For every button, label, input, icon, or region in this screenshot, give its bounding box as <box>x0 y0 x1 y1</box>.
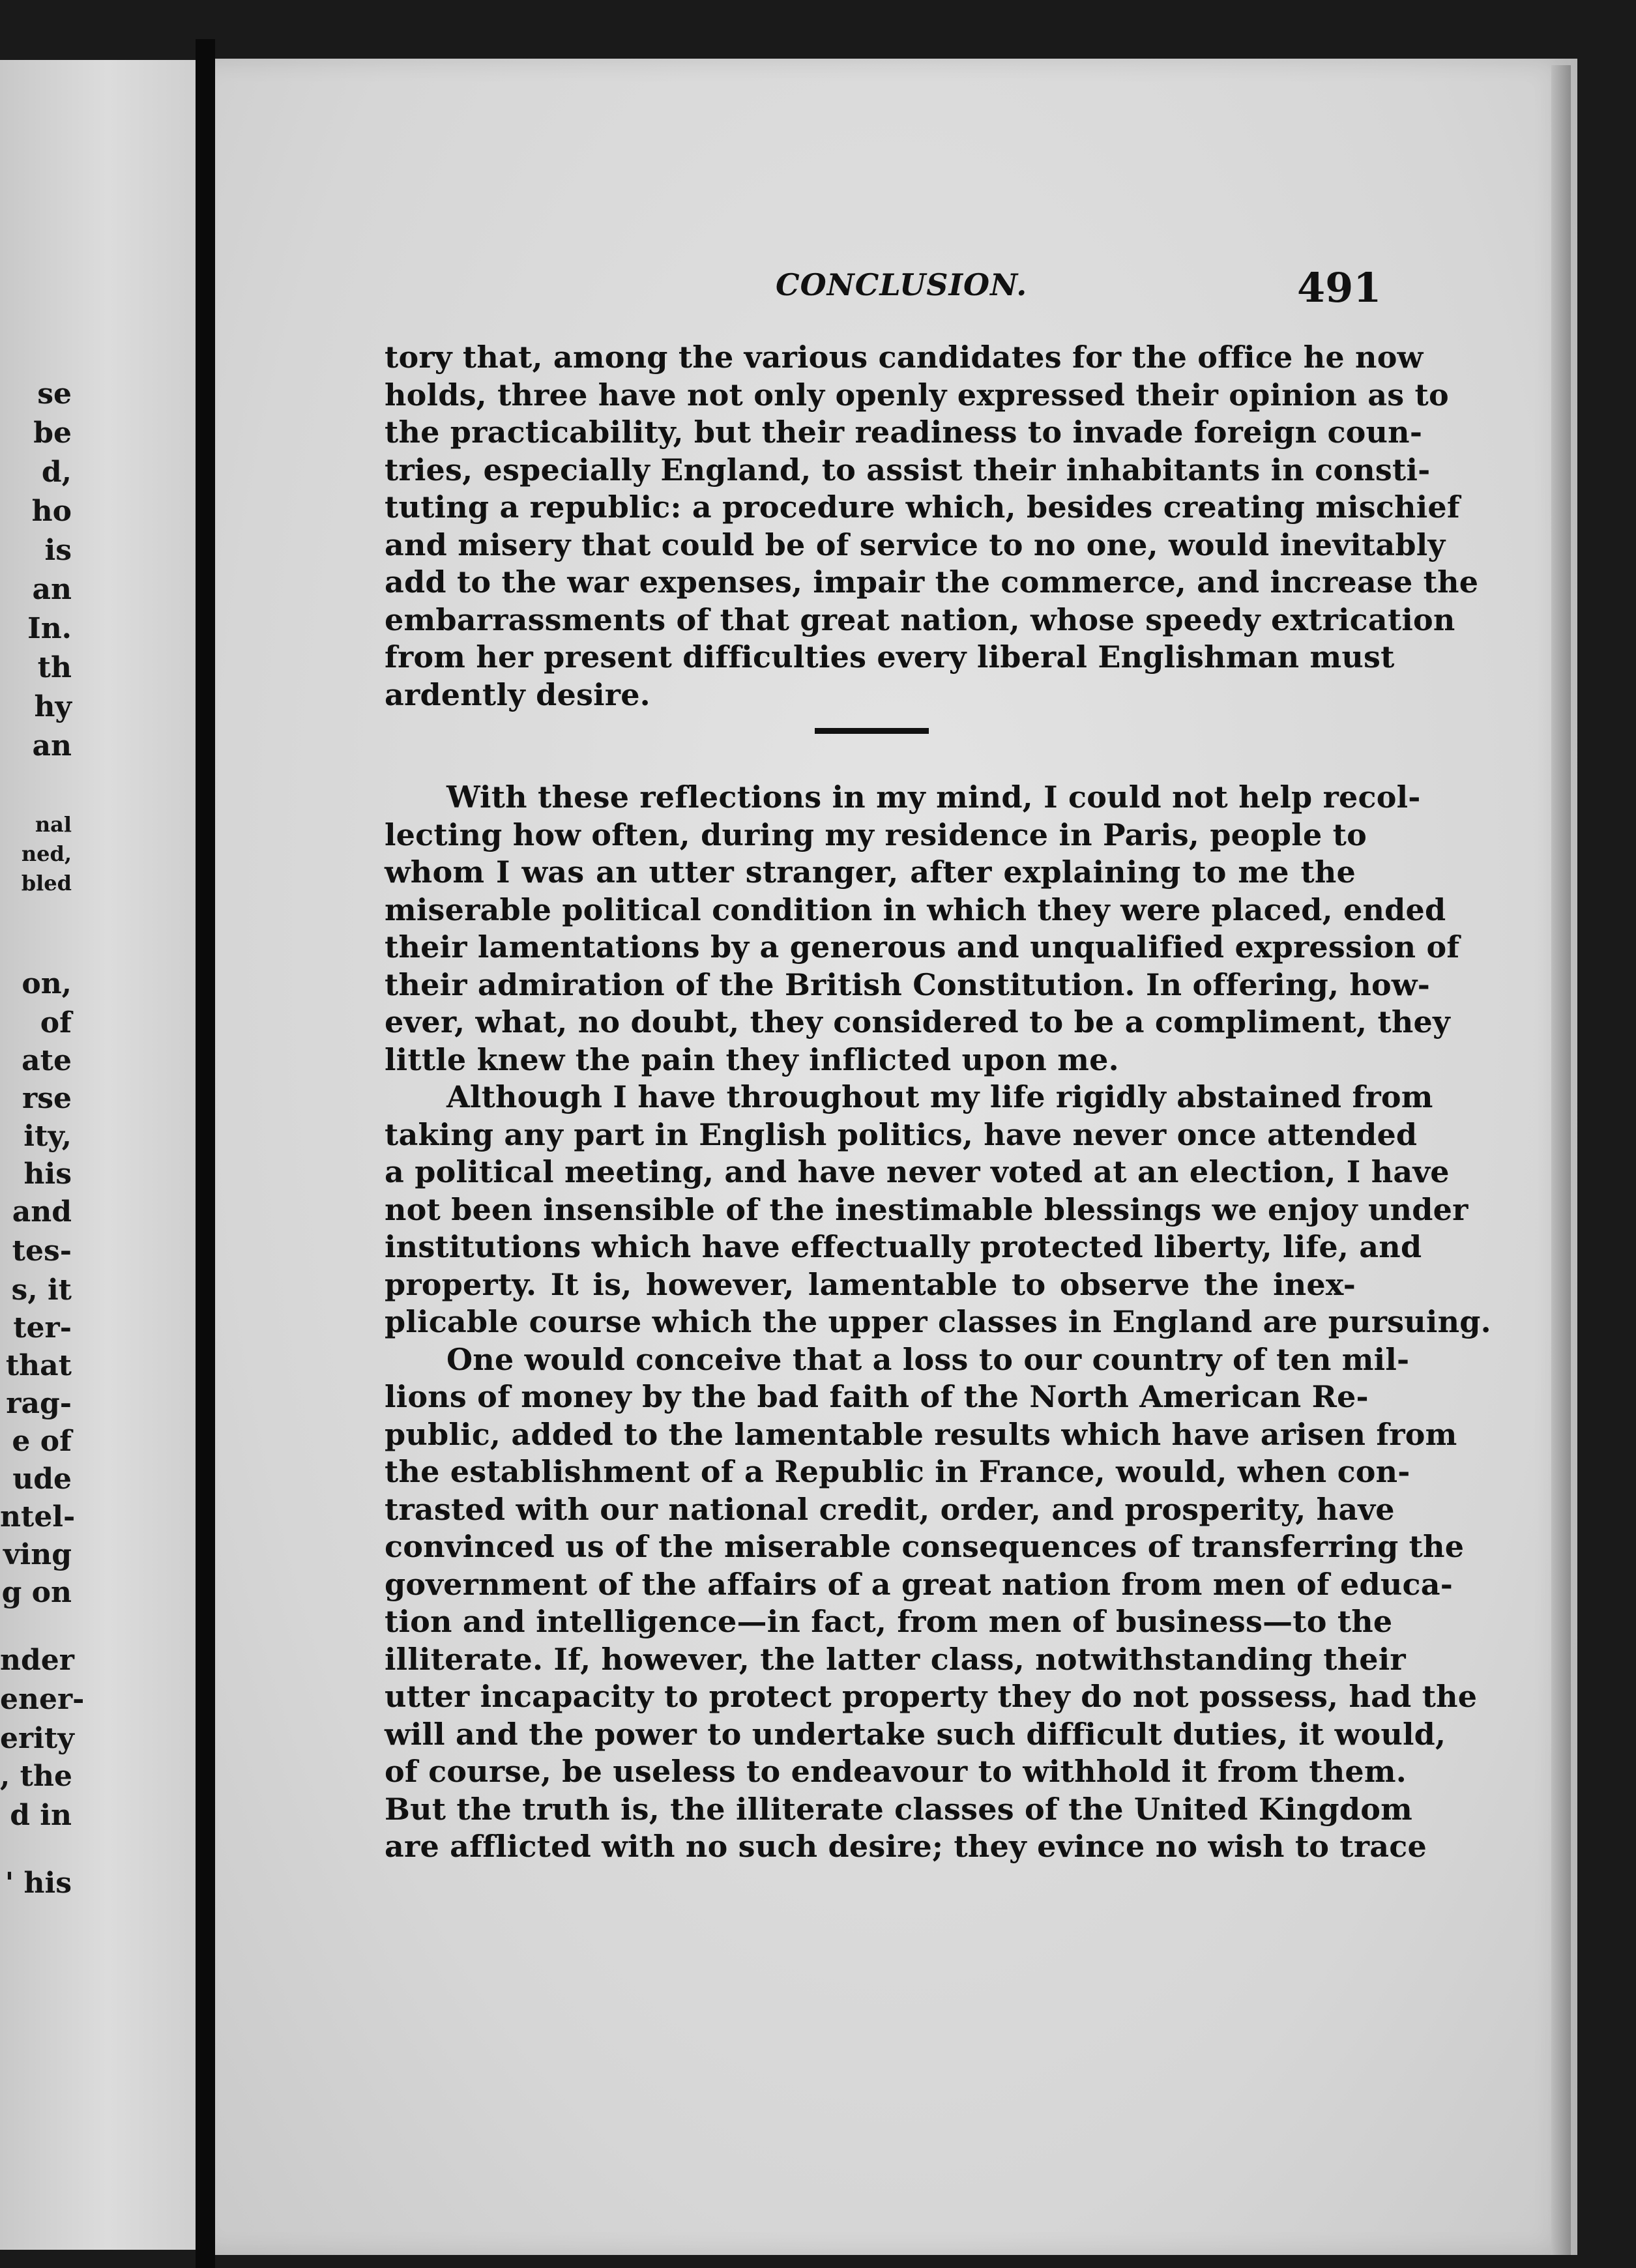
facing-page-fragment: ' his <box>5 1867 72 1900</box>
text-line: tory that, among the various candidates for the office he now <box>385 340 1424 375</box>
text-line: convinced us of the miserable consequences of transferring the <box>385 1529 1465 1564</box>
facing-page <box>0 60 196 2250</box>
facing-page-fragment: an <box>32 573 72 606</box>
text-line: ardently desire. <box>385 676 650 712</box>
facing-page-fragment: ntel- <box>0 1500 76 1534</box>
text-line: holds, three have not only openly expressed their opinion as to <box>385 377 1449 413</box>
facing-page-fragment: on, <box>22 967 72 1000</box>
facing-page-fragment: se <box>37 377 72 411</box>
text-line: property. It is, however, lamentable to observe the inex- <box>385 1266 1356 1302</box>
text-line: lecting how often, during my residence in Paris, people to <box>385 817 1367 852</box>
text-line: a political meeting, and have never voted at an election, I have <box>385 1154 1450 1189</box>
facing-page-fragment: erity <box>0 1722 74 1755</box>
text-line: tries, especially England, to assist their inhabitants in consti- <box>385 452 1431 487</box>
facing-page-fragment: ener- <box>0 1683 85 1716</box>
running-head: CONCLUSION. <box>776 267 1028 302</box>
facing-page-fragment: g on <box>1 1576 72 1609</box>
facing-page-fragment: ate <box>22 1044 72 1077</box>
facing-page-fragment: , the <box>0 1760 72 1793</box>
facing-page-fragment: and <box>12 1195 72 1228</box>
facing-page-fragment: bled <box>21 871 72 895</box>
facing-page-fragment: d, <box>41 456 72 489</box>
text-line: Although I have throughout my life rigidly abstained from <box>446 1079 1433 1114</box>
text-line: One would conceive that a loss to our country of ten mil- <box>446 1341 1410 1377</box>
page-number: 491 <box>1297 264 1382 312</box>
facing-page-fragment: nder <box>0 1644 74 1677</box>
paragraph-2 <box>385 779 1491 1866</box>
facing-page-fragment: rse <box>22 1082 72 1115</box>
text-line: tuting a republic: a procedure which, besides creating mischief <box>385 489 1460 525</box>
text-line: trasted with our national credit, order, and prosperity, have <box>385 1491 1395 1527</box>
facing-page-fragment: th <box>37 651 72 684</box>
text-line: from her present difficulties every liberal Englishman must <box>385 639 1395 675</box>
text-line: miserable political condition in which they were placed, ended <box>385 892 1446 927</box>
facing-page-fragment: ned, <box>21 841 72 866</box>
facing-page-fragment: In. <box>27 612 72 645</box>
facing-page-fragment: d in <box>10 1799 72 1832</box>
text-line: ever, what, no doubt, they considered to be a compliment, they <box>385 1004 1450 1040</box>
facing-page-fragment: ter- <box>13 1311 72 1345</box>
text-line: the practicability, but their readiness to invade foreign coun- <box>385 414 1423 450</box>
text-line: of course, be useless to endeavour to withhold it from them. <box>385 1754 1407 1789</box>
facing-page-fragment: s, it <box>11 1273 72 1307</box>
text-line: With these reflections in my mind, I could not help recol- <box>446 779 1421 815</box>
paragraph-1 <box>385 339 1479 714</box>
facing-page-fragment: is <box>44 534 72 567</box>
text-line: and misery that could be of service to no one, would inevitably <box>385 527 1446 562</box>
text-line: are afflicted with no such desire; they evince no wish to trace <box>385 1829 1427 1864</box>
facing-page-fragment: an <box>32 729 72 763</box>
text-line: the establishment of a Republic in France, would, when con- <box>385 1454 1410 1489</box>
facing-page-fragment: e of <box>12 1425 72 1458</box>
text-line: taking any part in English politics, have never once attended <box>385 1116 1418 1152</box>
facing-page-fragment: ving <box>3 1538 72 1571</box>
text-line: not been insensible of the inestimable blessings we enjoy under <box>385 1191 1468 1227</box>
text-line: lions of money by the bad faith of the North American Re- <box>385 1379 1369 1414</box>
text-line: plicable course which the upper classes in England are pursuing. <box>385 1304 1491 1339</box>
facing-page-fragment: ho <box>31 495 72 528</box>
text-line: will and the power to undertake such difficult duties, it would, <box>385 1716 1446 1752</box>
page-edge <box>1551 65 1571 2255</box>
facing-page-fragment: rag- <box>6 1387 72 1420</box>
text-line: their admiration of the British Constitution. In offering, how- <box>385 967 1431 1002</box>
facing-page-fragment: ity, <box>23 1120 72 1153</box>
text-line: institutions which have effectually protected liberty, life, and <box>385 1229 1422 1264</box>
facing-page-fragment: of <box>40 1006 72 1040</box>
facing-page-fragment: ude <box>12 1462 72 1496</box>
facing-page-fragment: hy <box>34 690 72 723</box>
text-line: government of the affairs of a great nation from men of educa- <box>385 1566 1453 1602</box>
book-gutter <box>196 39 215 2268</box>
text-line: add to the war expenses, impair the commerce, and increase the <box>385 564 1479 600</box>
text-line: embarrassments of that great nation, whose speedy extrication <box>385 602 1455 637</box>
text-line: illiterate. If, however, the latter class, notwithstanding their <box>385 1641 1406 1677</box>
text-line: public, added to the lamentable results which have arisen from <box>385 1416 1457 1452</box>
facing-page-fragment: nal <box>35 812 72 837</box>
text-line: whom I was an utter stranger, after explaining to me the <box>385 854 1356 890</box>
facing-page-fragment: his <box>23 1157 72 1191</box>
text-line: utter incapacity to protect property they do not possess, had the <box>385 1679 1478 1714</box>
section-divider <box>815 728 929 734</box>
text-line: tion and intelligence—in fact, from men of business—to the <box>385 1604 1393 1639</box>
facing-page-fragment: tes- <box>12 1234 72 1268</box>
text-line: their lamentations by a generous and unqualified expression of <box>385 929 1460 965</box>
facing-page-fragment: be <box>33 416 72 450</box>
text-line: little knew the pain they inflicted upon me. <box>385 1041 1119 1077</box>
text-line: But the truth is, the illiterate classes of the United Kingdom <box>385 1791 1412 1827</box>
facing-page-fragment: that <box>5 1349 72 1382</box>
